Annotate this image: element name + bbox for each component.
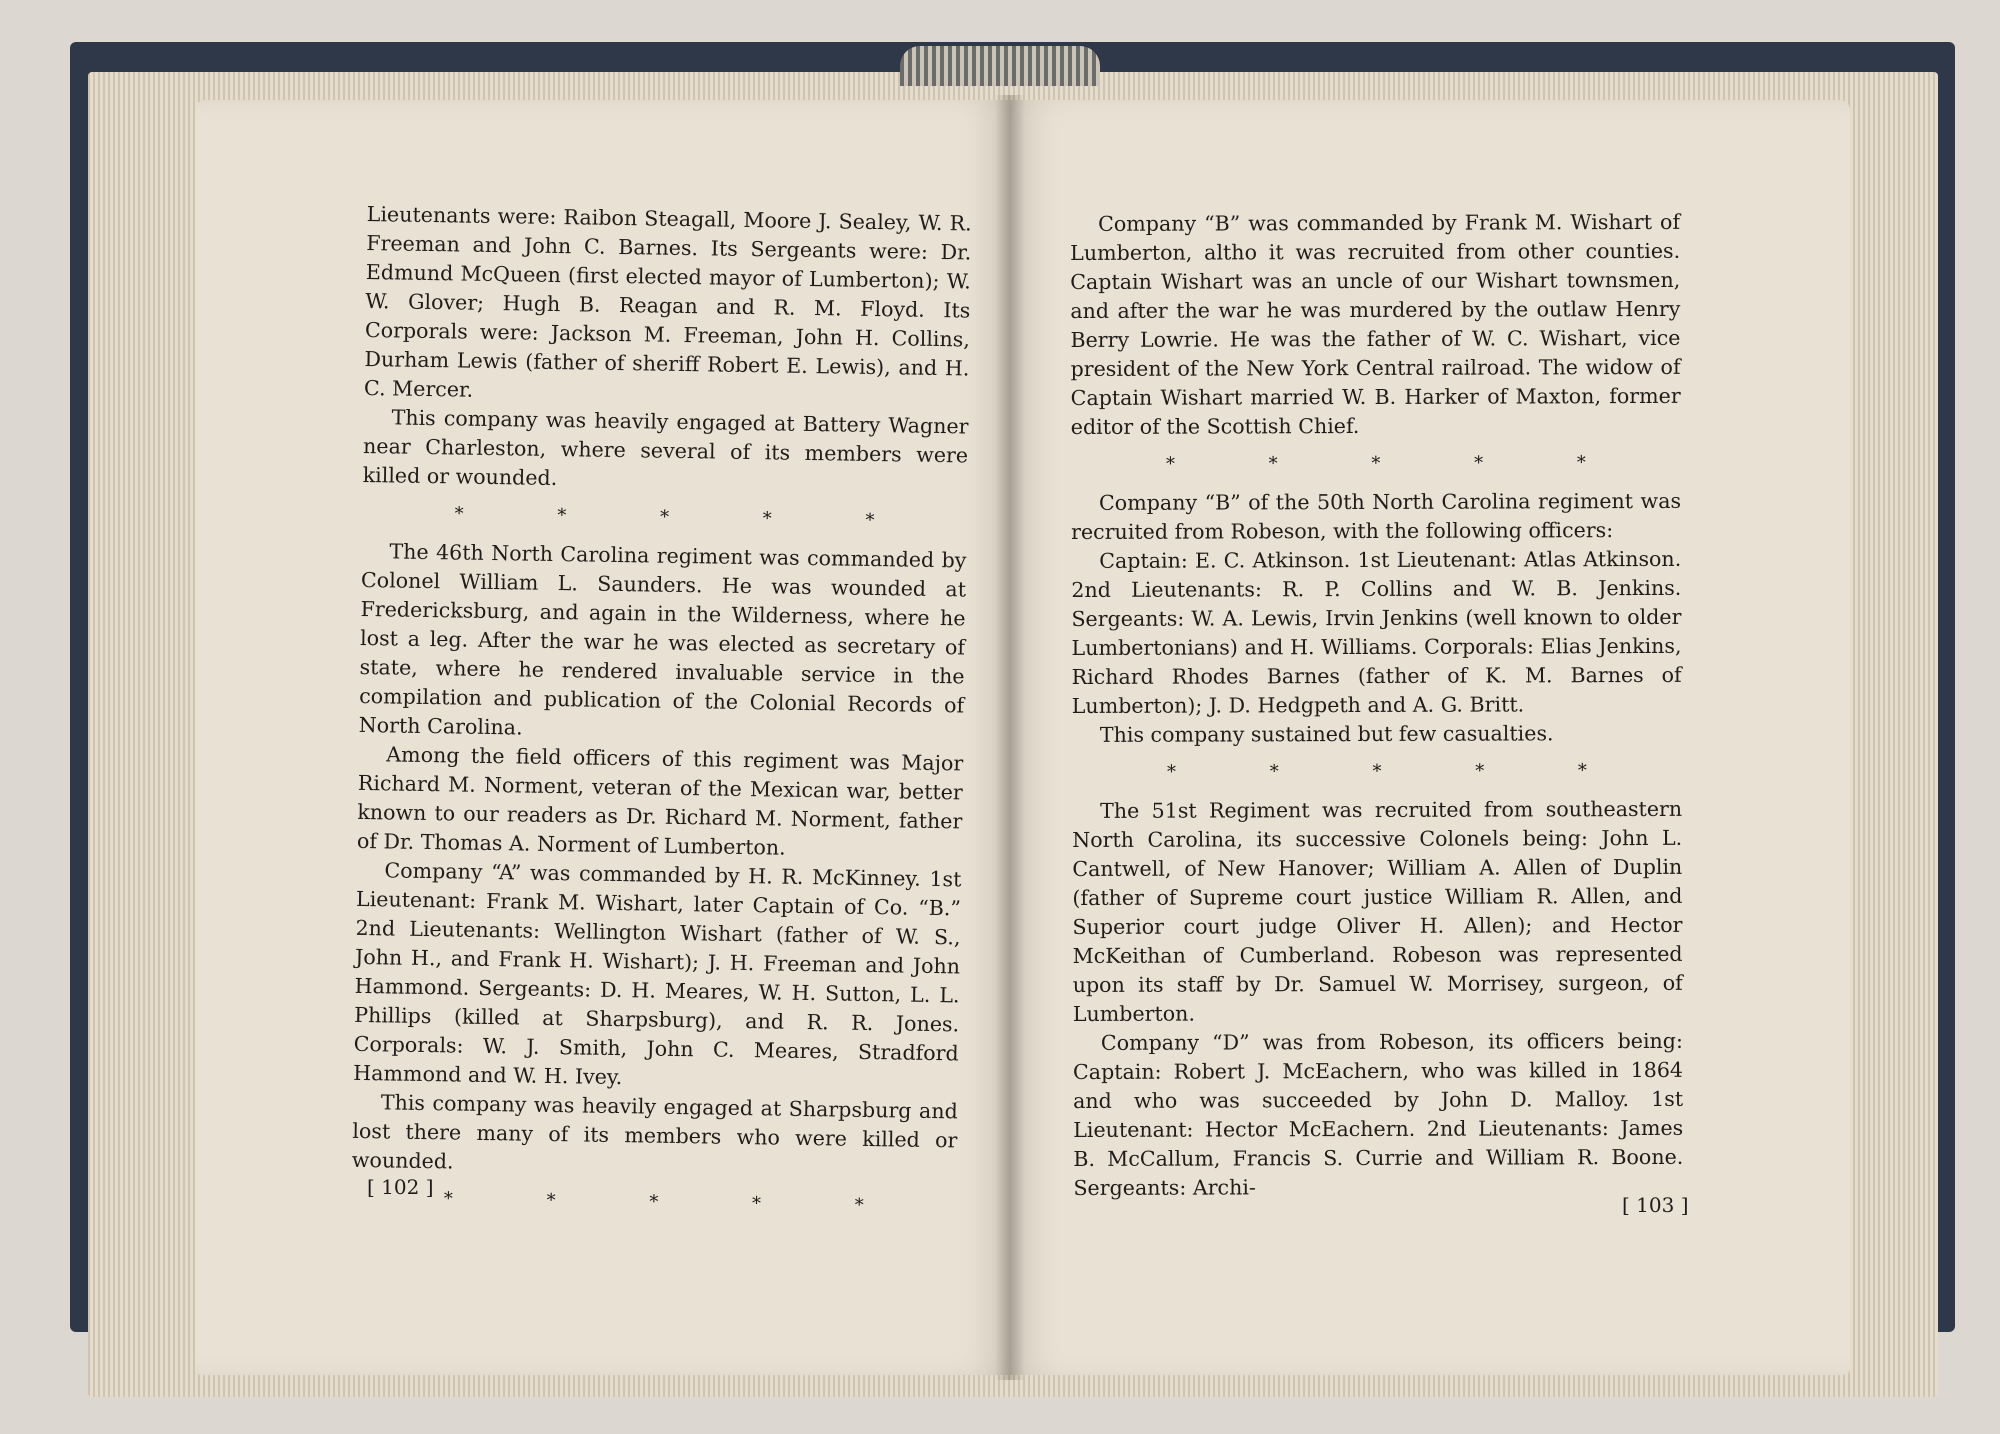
section-separator: * * * * *	[1165, 452, 1630, 475]
section-separator: * * * * *	[454, 503, 919, 532]
book-gutter	[995, 95, 1025, 1380]
left-page	[195, 100, 1010, 1375]
page-number: [ 102 ]	[367, 1175, 434, 1199]
paragraph: Company “D” was from Robeson, its officers being: Captain: Robert J. McEachern, who was killed in 1864 and who was succeeded by John D. Malloy. 1st Lieutenant: Hector McEachern. 2nd Lieutenants: James B. McCallum, Francis S. Currie and William R. Boone. Sergeants: Archi-	[1072, 1028, 1684, 1200]
left-page-text	[351, 200, 972, 1231]
paragraph: Company “A” was commanded by H. R. McKinney. 1st Lieutenant: Frank M. Wishart, later Captain of Co. “B.” 2nd Lieutenants: Wellington Wishart (father of W. S., John H., and Frank H. Wishart); J. H. Freeman and John Hammond. Sergeants: D. H. Meares, W. H. Sutton, L. L. Phillips (killed at Sharpsburg), and R. R. Jones. Corporals: W. J. Smith, John C. Meares, Stradford Hammond and W. H. Ivey.	[353, 858, 962, 1090]
paragraph: Company “B” was commanded by Frank M. Wishart of Lumberton, altho it was recruited from other counties. Captain Wishart was an uncle of our Wishart townsmen, and after the war he was murdered by the outlaw Henry Berry Lowrie. He was the father of W. C. Wishart, vice president of the New York Central railroad. The widow of Captain Wishart married W. B. Harker of Maxton, former editor of the Scottish Chief.	[1070, 209, 1681, 439]
right-page	[1010, 100, 1850, 1375]
paragraph: Company “B” of the 50th North Carolina regiment was recruited from Robeson, with the following officers:	[1071, 488, 1682, 544]
paragraph: This company was heavily engaged at Sharpsburg and lost there many of its members who were killed or wounded.	[351, 1090, 958, 1174]
paragraph: Among the field officers of this regiment was Major Richard M. Norment, veteran of the Mexican war, better known to our readers as Dr. Richard M. Norment, father of Dr. Thomas A. Norment of Lumberton.	[356, 742, 964, 860]
book-spine	[900, 46, 1100, 86]
paragraph: This company sustained but few casualties.	[1099, 721, 1554, 747]
section-separator: * * * * *	[443, 1188, 908, 1217]
right-page-text	[1070, 208, 1683, 1203]
paragraph: This company was heavily engaged at Battery Wagner near Charleston, where several of its members were killed or wounded.	[362, 405, 969, 491]
paragraph: Captain: E. C. Atkinson. 1st Lieutenant: Atlas Atkinson. 2nd Lieutenants: R. P. Collins and W. B. Jenkins. Sergeants: W. A. Lewis, Irvin Jenkins (well known to older Lumbertonians) and H. Williams. Corporals: Elias Jenkins, Richard Rhodes Barnes (father of K. M. Barnes of Lumberton); J. D. Hedgpeth and A. G. Britt.	[1071, 546, 1682, 718]
paragraph: Lieutenants were: Raibon Steagall, Moore J. Sealey, W. R. Freeman and John C. Barnes. Its Sergeants were: Dr. Edmund McQueen (first elected mayor of Lumberton); W. W. Glover; Hugh B. Reagan and R. M. Floyd. Its Corporals were: Jackson M. Freeman, John H. Collins, Durham Lewis (father of sheriff Robert E. Lewis), and H. C. Mercer.	[363, 201, 972, 402]
section-separator: * * * * *	[1166, 760, 1631, 783]
paragraph: The 51st Regiment was recruited from southeastern North Carolina, its successive Colonels being: John L. Cantwell, of New Hanover; William A. Allen of Duplin (father of Supreme court justice William R. Allen, and Superior court judge Oliver H. Allen); and Hector McKeithan of Cumberland. Robeson was represented upon its staff by Dr. Samuel W. Morrisey, surgeon, of Lumberton.	[1072, 796, 1683, 1026]
page-number: [ 103 ]	[1622, 1193, 1689, 1217]
paragraph: The 46th North Carolina regiment was commanded by Colonel William L. Saunders. He was wounded at Fredericksburg, and again in the Wilderness, where he lost a leg. After the war he was elected as secretary of state, where he rendered invaluable service in the compilation and publication of the Colonial Records of North Carolina.	[358, 539, 967, 740]
